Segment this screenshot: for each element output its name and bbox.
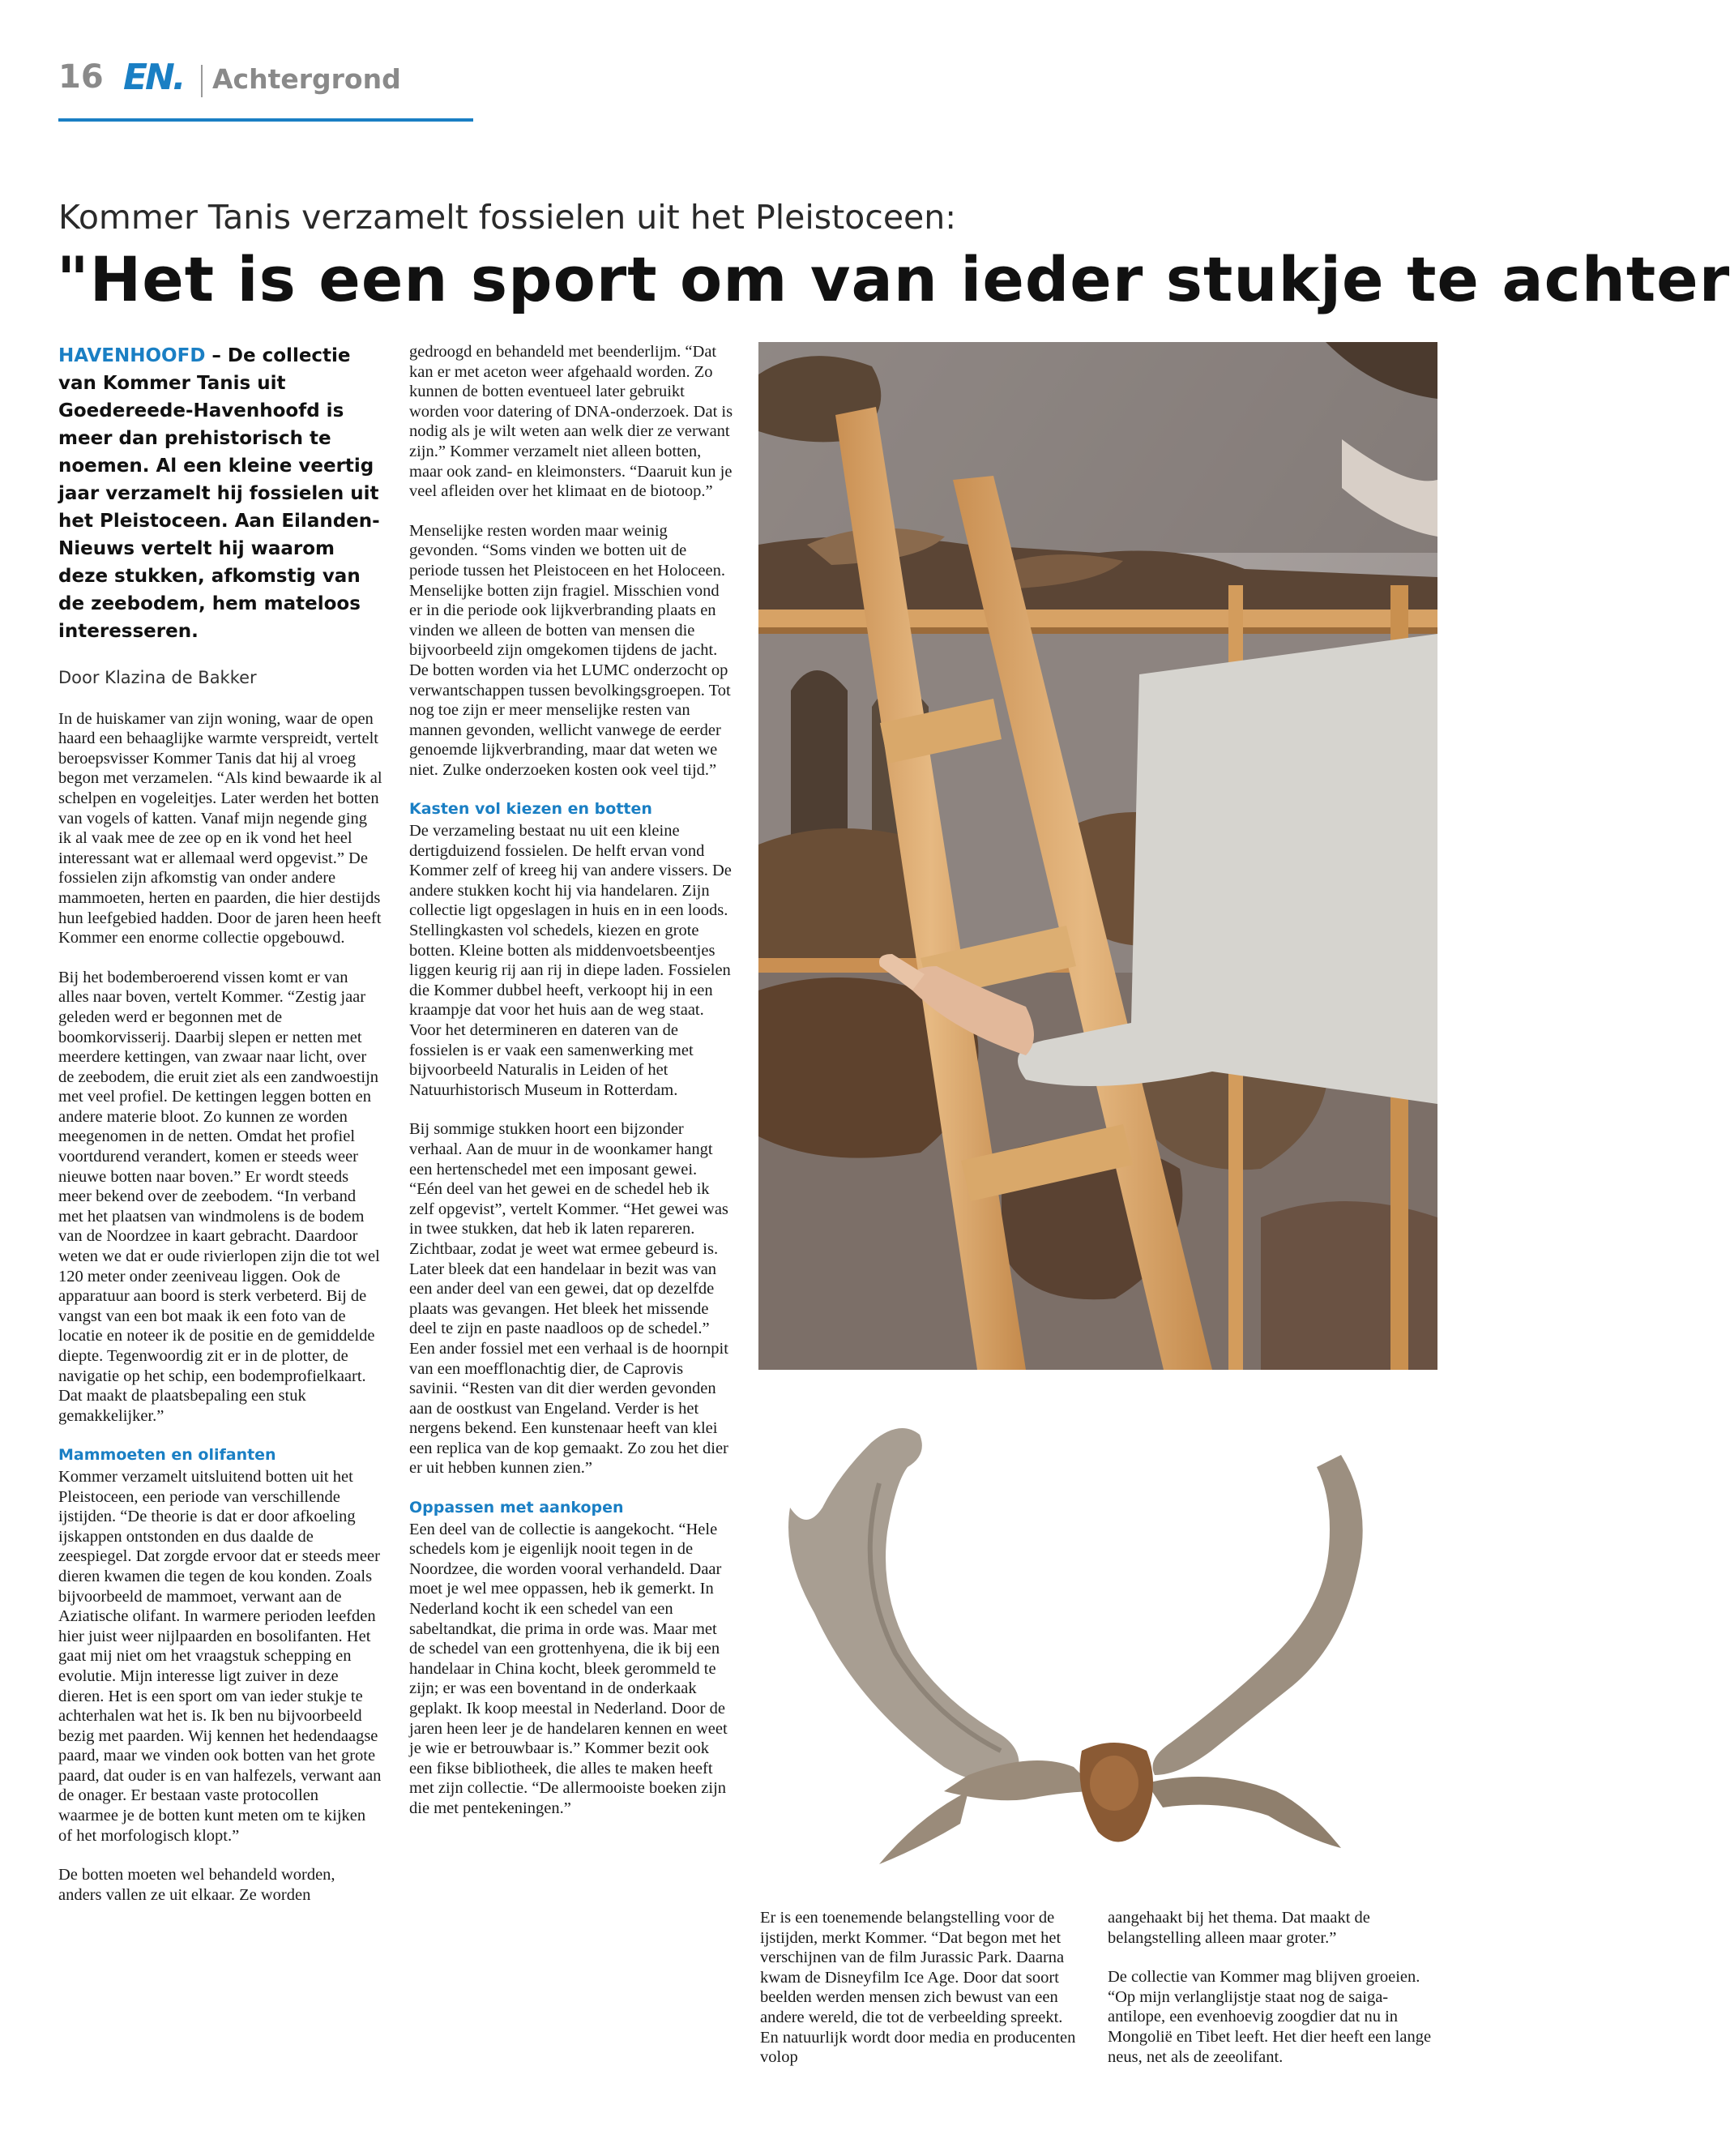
lead-text: – De collectie van Kommer Tanis uit Goedereede-Havenhoofd is meer dan prehistorisch te noemen. Al een kleine veertig jaar verzamelt hij fossielen uit het Pleistoceen. Aan Eilanden-Nieuws vertelt hij waarom deze stukken, afkomstig van de zeebodem, hem mateloos interesseren. <box>58 345 380 642</box>
article-column-4 <box>1108 1908 1432 2086</box>
header-rule <box>58 118 473 122</box>
page-number: 16 <box>58 58 104 96</box>
article-column-2 <box>409 342 733 1838</box>
article-headline: "Het is een sport om van ieder stukje te achter <box>57 243 1730 315</box>
paragraph: aangehaakt bij het thema. Dat maakt de belangstelling alleen maar groter.” <box>1108 1909 1370 1947</box>
paragraph: Bij sommige stukken hoort een bijzonder verhaal. Aan de muur in de woonkamer hangt een hertenschedel met een imposant gewei. “Eén deel van het gewei en de schedel heb ik zelf opgevist”, vertelt Kommer. “Het gewei was in twee stukken, dat heb ik laten repareren. Zichtbaar, zodat je weet wat ermee gebeurd is. Later bleek dat een handelaar in bezit was van een ander deel van een gewei, dat op dezelfde plaats was gevangen. Het bleek het missende deel te zijn en paste naadloos op de schedel.” Een ander fossiel met een verhaal is de hoornpit van een moefflonachtig dier, de Caprovis savinii. “Resten van dit dier werden gevonden aan de oostkust van Engeland. Verder is het nergens bekend. Een kunstenaar heeft van klei een replica van de kop gemaakt. Zo zou het dier er uit hebben kunnen zien.” <box>409 1120 728 1478</box>
section-title: Achtergrond <box>212 63 401 95</box>
subheading: Oppassen met aankopen <box>409 1499 624 1517</box>
en-logo: EN. <box>123 57 184 98</box>
article-lead <box>58 342 382 645</box>
header-separator <box>201 65 203 97</box>
paragraph: Een deel van de collectie is aangekocht. “Hele schedels kom je eigenlijk nooit tegen in de Noordzee, die worden vooral verhandeld. Daar moet je wel mee oppassen, heb ik gemerkt. In Nederland kocht ik een schedel van een sabeltandkat, die prima in orde was. Maar met de schedel van een grottenhyena, die ik bij een handelaar in China kocht, bleek gerommeld te zijn; er was een boventand in de onderkaak geplakt. Ik koop meestal in Nederland. Door de jaren heen leer je de handelaren kennen en weet je wie er betrouwbaar is.” Kommer bezit ook een fikse bibliotheek, die alles te maken heeft met zijn collectie. “De allermooiste boeken zijn die met pentekeningen.” <box>409 1520 728 1817</box>
paragraph: Er is een toenemende belangstelling voor de ijstijden, merkt Kommer. “Dat begon met het verschijnen van de film Jurassic Park. Daarna kwam de Disneyfilm Ice Age. Door dat soort beelden werden mensen zich bewust van een andere wereld, die tot de verbeelding spreekt. En natuurlijk wordt door media en producenten volop <box>760 1909 1076 2067</box>
article-kicker: Kommer Tanis verzamelt fossielen uit het Pleistoceen: <box>58 198 957 237</box>
paragraph: Bij het bodemberoerend vissen komt er van alles naar boven, vertelt Kommer. “Zestig jaar geleden werd er begonnen met de boomkorvisserij. Daarbij slepen er netten met meerdere kettingen, van zwaar naar licht, over de zeebodem, die eruit ziet als een zandwoestijn met veel profiel. De kettingen leggen botten en andere materie bloot. Zo kunnen ze worden meegenomen in de netten. Omdat het profiel voortdurend verandert, komen er steeds weer nieuwe botten naar boven.” Er wordt steeds meer bekend over de zeebodem. “In verband met het plaatsen van windmolens is de bodem van de Noordzee in kaart gebracht. Daardoor weten we dat er oude rivierlopen zijn die tot wel 120 meter onder zeeniveau liggen. Ook de apparatuur aan boord is sterk verbeterd. Bij de vangst van een bot maak ik een foto van de locatie en noteer ik de positie en de gemiddelde diepte. Tegenwoordig zit er in de plotter, de navigatie op het schip, een bodemprofielkaart. Dat maakt de plaatsbepaling een stuk gemakkelijker.” <box>58 968 380 1425</box>
paragraph: Menselijke resten worden maar weinig gevonden. “Soms vinden we botten uit de periode tussen het Pleistoceen en het Holoceen. Menselijke botten zijn fragiel. Misschien vond er in die periode ook lijkverbranding plaats en vinden we alleen de botten van mensen die bijvoorbeeld zijn omgekomen tijdens de jacht. De botten worden via het LUMC onderzocht op verwantschappen tussen bevolkingsgroepen. Tot nog toe zijn er meer menselijke resten van mannen gevonden, wellicht vanwege de eerder genoemde lijkverbranding, maar dat weten we niet. Zulke onderzoeken kosten ook veel tijd.” <box>409 521 731 779</box>
paragraph: De botten moeten wel behandeld worden, anders vallen ze uit elkaar. Ze worden <box>58 1866 335 1904</box>
byline: Door Klazina de Bakker <box>58 668 257 687</box>
subheading: Mammoeten en olifanten <box>58 1446 276 1465</box>
paragraph: gedroogd en behandeld met beenderlijm. “Dat kan er met aceton weer afgehaald worden. Zo kunnen de botten eventueel later gebruikt worden voor datering of DNA-onderzoek. Dat is nodig als je wilt weten aan welk dier ze verwant zijn.” Kommer verzamelt niet alleen botten, maar ook zand- en kleimonsters. “Daaruit kun je veel afleiden over het klimaat en de biotoop.” <box>409 343 733 501</box>
photo-fossil-shelves <box>758 342 1437 1370</box>
article-column-3 <box>760 1908 1084 2087</box>
photo-antler-skull <box>758 1410 1424 1880</box>
paragraph: De collectie van Kommer mag blijven groeien. “Op mijn verlanglijstje staat nog de saiga-antilope, een evenhoevig zoogdier dat nu in Mongolië en Tibet leeft. Het dier heeft een lange neus, net als de zeeolifant. <box>1108 1968 1432 2066</box>
article-column-1 <box>58 342 382 1924</box>
lead-place: HAVENHOOFD <box>58 345 206 366</box>
paragraph: Kommer verzamelt uitsluitend botten uit het Pleistoceen, een periode van verschillende ijstijden. “De theorie is dat er door afkoeling ijskappen ontstonden en dus daalde de zeespiegel. Dat zorgde ervoor dat er steeds meer dieren kwamen die tegen de kou konden. Zoals bijvoorbeeld de mammoet, verwant aan de Aziatische olifant. In warmere perioden leefden hier juist weer nijlpaarden en bosolifanten. Het gaat mij niet om het vraagstuk schepping en evolutie. Mijn interesse ligt zuiver in deze dieren. Het is een sport om van ieder stukje te achterhalen wat het is. Ik ben nu bijvoorbeeld bezig met paarden. Wij kennen het hedendaagse paard, maar we vinden ook botten van het grote paard, dat ouder is en van halfezels, verwant aan de onager. Er bestaan vaste protocollen waarmee je de botten kunt meten om te kijken of het morfologisch klopt.” <box>58 1467 382 1845</box>
paragraph: In de huiskamer van zijn woning, waar de open haard een behaaglijke warmte verspreidt, vertelt beroepsvisser Kommer Tanis dat hij al vroeg begon met verzamelen. “Als kind bewaarde ik al schelpen en vogeleitjes. Later werden het botten van vogels of katten. Vanaf mijn negende ging ik al vaak mee de zee op en ik vond het heel interessant wat er allemaal werd opgevist.” De fossielen zijn afkomstig van onder andere mammoeten, herten en paarden, die hier destijds hun leefgebied hadden. Door de jaren heen heeft Kommer een enorme collectie opgebouwd. <box>58 709 382 948</box>
paragraph: De verzameling bestaat nu uit een kleine dertigduizend fossielen. De helft ervan vond Kommer zelf of kreeg hij van andere vissers. De andere stukken kocht hij via handelaren. Zijn collectie ligt opgeslagen in huis en in een loods. Stellingkasten vol schedels, kiezen en grote botten. Kleine botten als middenvoetsbeentjes liggen keurig rij aan rij in diepe laden. Fossielen die Kommer dubbel heeft, verkoopt hij in een kraampje dat voor het huis aan de weg staat. Voor het determineren en dateren van de fossielen is er vaak een samenwerking met bijvoorbeeld Naturalis in Leiden of het Natuurhistorisch Museum in Rotterdam. <box>409 822 732 1099</box>
subheading: Kasten vol kiezen en botten <box>409 800 652 819</box>
